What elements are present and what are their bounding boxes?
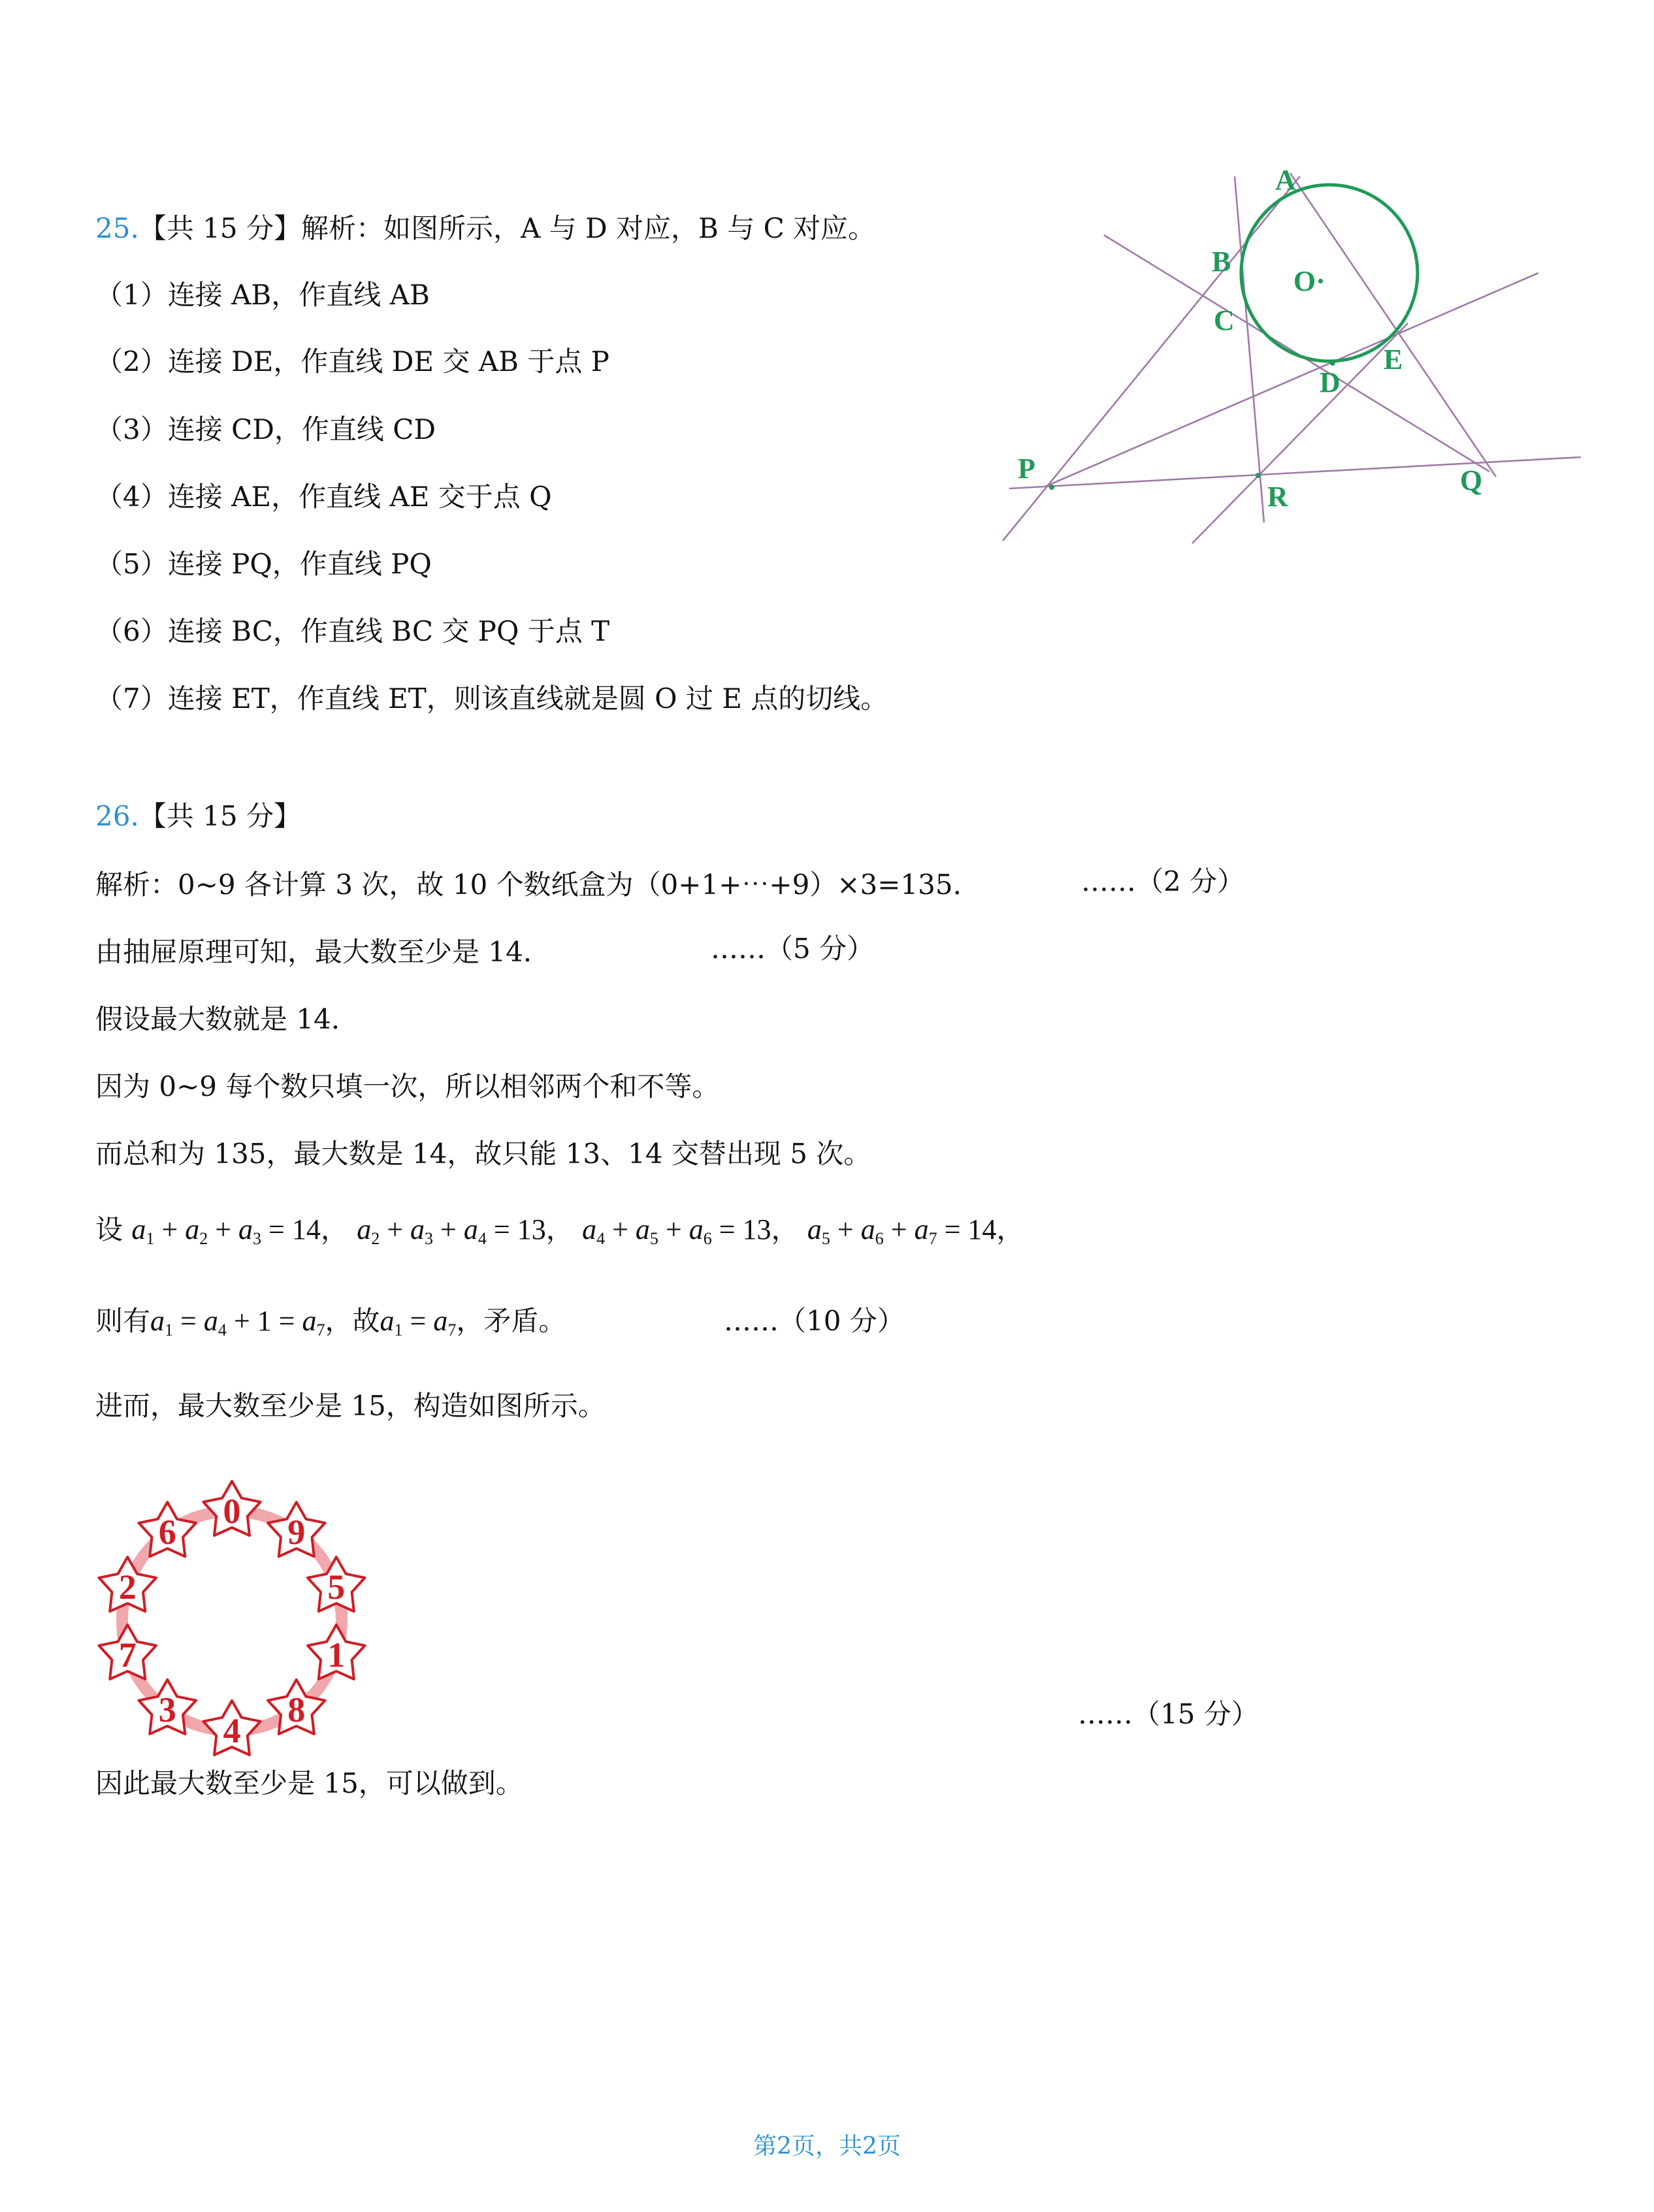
then-eq-2: $a_1 = a_7$ (380, 1305, 457, 1339)
star-number: 9 (287, 1513, 306, 1552)
q26-line-4: 因为 0~9 每个数只填一次，所以相邻两个和不等。 (95, 1070, 720, 1102)
star-number: 5 (327, 1567, 346, 1607)
star-ring-figure (0, 0, 457, 1763)
star-number: 2 (118, 1567, 137, 1607)
point-p (1049, 485, 1054, 490)
then-suffix: ，矛盾。 (456, 1305, 566, 1337)
label-o: O· (1293, 265, 1325, 297)
q25-step-6: （6）连接 BC，作直线 BC 交 PQ 于点 T (95, 615, 610, 647)
q25-step-5: （5）连接 PQ，作直线 PQ (95, 548, 432, 580)
label-r: R (1267, 481, 1288, 513)
q25-number: 25. (95, 212, 139, 244)
eq-4-rhs: 14 (967, 1213, 997, 1245)
line-pq (1009, 457, 1581, 489)
q26-head-text: 【共 15 分】 (138, 800, 301, 832)
label-a: A (1275, 164, 1296, 196)
point-r (1256, 473, 1261, 478)
star-number: 4 (223, 1711, 241, 1750)
q26-score-2: ……（5 分） (711, 933, 875, 965)
q25-head-text: 【共 15 分】解析：如图所示，A 与 D 对应，B 与 C 对应。 (138, 212, 876, 244)
label-e: E (1384, 344, 1403, 376)
page-footer: 第2页，共2页 (753, 2133, 901, 2160)
q25-step-2: （2）连接 DE，作直线 DE 交 AB 于点 P (95, 345, 609, 377)
eq-prefix: 设 (95, 1213, 123, 1245)
eq-4: $a_5 + a_6 + a_7 = 14$ (807, 1213, 997, 1248)
q26-line-2: 由抽屉原理可知，最大数至少是 14. (95, 936, 532, 968)
q26-line-8: 进而，最大数至少是 15，构造如图所示。 (95, 1390, 606, 1422)
q26-score-1: ……（2 分） (1081, 865, 1245, 897)
star-number: 8 (287, 1690, 306, 1729)
star-cell (99, 1557, 157, 1611)
star-number: 1 (327, 1635, 346, 1675)
q25-step-1: （1）连接 AB，作直线 AB (95, 279, 430, 311)
circle-o (1241, 185, 1418, 361)
star-number: 3 (158, 1690, 176, 1729)
star-cell (203, 1481, 260, 1535)
q26-score-3: ……（10 分） (724, 1305, 905, 1337)
q26-equation-line: 设 $a_1 + a_2 + a_3 = 14$， $a_2 + a_3 + a_4 = 13$， $a_4 + a_5 + a_6 = 13$， $a_5 + a_6 + a_7 = 14$， (95, 1213, 1024, 1248)
eq-2: $a_2 + a_3 + a_4 = 13$ (357, 1213, 546, 1248)
q25-step-7: （7）连接 ET，作直线 ET，则该直线就是圆 O 过 E 点的切线。 (95, 682, 888, 714)
then-mid: ，故 (325, 1305, 380, 1337)
label-p: P (1018, 453, 1035, 485)
label-c: C (1214, 304, 1235, 336)
q25-step-3: （3）连接 CD，作直线 CD (95, 413, 436, 445)
star-cell (203, 1701, 260, 1755)
label-q: Q (1460, 464, 1483, 496)
star-cell (308, 1625, 365, 1679)
line-de-p (1045, 273, 1538, 487)
q26-conclusion: 因此最大数至少是 15，可以做到。 (95, 1767, 523, 1799)
line-ae-q (1290, 173, 1496, 477)
q25-step-4: （4）连接 AE，作直线 AE 交于点 Q (95, 481, 552, 513)
eq-3-rhs: 13 (742, 1213, 771, 1245)
q26-line-3: 假设最大数就是 14. (95, 1003, 340, 1035)
star-number: 7 (118, 1635, 137, 1675)
line-bc-t (1235, 176, 1264, 522)
star-number: 6 (158, 1513, 176, 1552)
label-b: B (1212, 246, 1231, 278)
label-d: D (1320, 366, 1340, 398)
star-cell (99, 1625, 157, 1679)
q26-line-1: 解析：0~9 各计算 3 次，故 10 个数纸盒为（0+1+⋯+9）×3=135. (95, 869, 962, 901)
eq-2-rhs: 13 (517, 1213, 546, 1245)
q26-score-4: ……（15 分） (1078, 1698, 1259, 1730)
q26-line-5: 而总和为 135，最大数是 14，故只能 13、14 交替出现 5 次。 (95, 1138, 871, 1170)
eq-3: $a_4 + a_5 + a_6 = 13$ (582, 1213, 771, 1248)
point-d (1330, 361, 1335, 366)
star-cell (308, 1557, 365, 1611)
eq-1-rhs: 14 (291, 1213, 321, 1245)
then-prefix: 则有 (95, 1305, 151, 1337)
eq-1: $a_1 + a_2 + a_3 = 14$ (131, 1213, 321, 1248)
then-eq-1: $a_1 = a_4 + 1 = a_7$ (150, 1305, 325, 1339)
q26-number: 26. (95, 800, 139, 832)
star-number: 0 (223, 1492, 241, 1531)
